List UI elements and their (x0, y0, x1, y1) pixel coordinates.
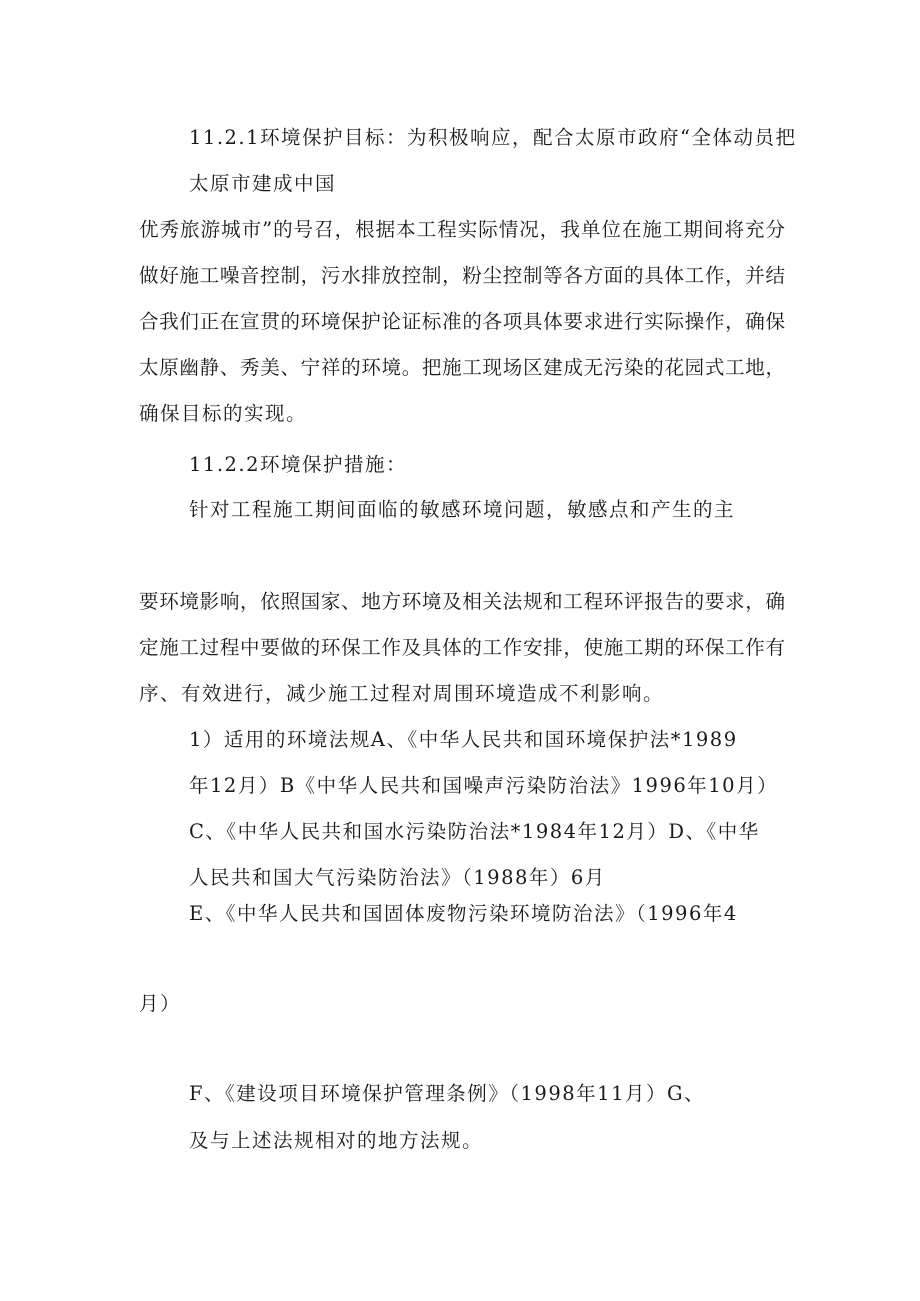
text-line-14: 年12月）B《中华人民共和国噪声污染防治法》1996年10月） (189, 774, 779, 797)
text-line-16: 人民共和国大气污染防治法》（1988年）6月 (189, 866, 606, 889)
text-line-1: 11.2.1环境保护目标：为积极响应，配合太原市政府“全体动员把 (189, 126, 797, 149)
text-line-20: 及与上述法规相对的地方法规。 (189, 1129, 484, 1152)
text-line-2: 太原市建成中国 (189, 172, 337, 195)
text-line-6: 太原幽静、秀美、宁祥的环境。把施工现场区建成无污染的花园式工地， (139, 356, 785, 379)
text-line-10: 要环境影响，依照国家、地方环境及相关法规和工程环评报告的要求，确 (139, 590, 785, 613)
text-line-11: 定施工过程中要做的环保工作及具体的工作安排，使施工期的环保工作有 (139, 636, 785, 659)
text-line-15: C、《中华人民共和国水污染防治法*1984年12月）D、《中华 (189, 820, 760, 843)
text-line-17: E、《中华人民共和国固体废物污染环境防治法》（1996年4 (189, 902, 738, 925)
text-line-7: 确保目标的实现。 (139, 402, 308, 425)
text-line-19: F、《建设项目环境保护管理条例》（1998年11月）G、 (189, 1082, 706, 1105)
text-line-4: 做好施工噪音控制，污水排放控制，粉尘控制等各方面的具体工作，并结 (139, 264, 785, 287)
text-line-12: 序、有效进行，减少施工过程对周围环境造成不利影响。 (139, 682, 665, 705)
text-line-5: 合我们正在宣贯的环境保护论证标准的各项具体要求进行实际操作，确保 (139, 310, 785, 333)
text-line-13: 1）适用的环境法规A、《中华人民共和国环境保护法*1989 (189, 728, 738, 751)
text-line-9: 针对工程施工期间面临的敏感环境问题，敏感点和产生的主 (189, 498, 736, 521)
section-heading-11-2-2: 11.2.2环境保护措施： (189, 453, 408, 476)
text-line-3: 优秀旅游城市”的号召，根据本工程实际情况，我单位在施工期间将充分 (139, 218, 785, 241)
text-line-18: 月） (139, 992, 182, 1015)
